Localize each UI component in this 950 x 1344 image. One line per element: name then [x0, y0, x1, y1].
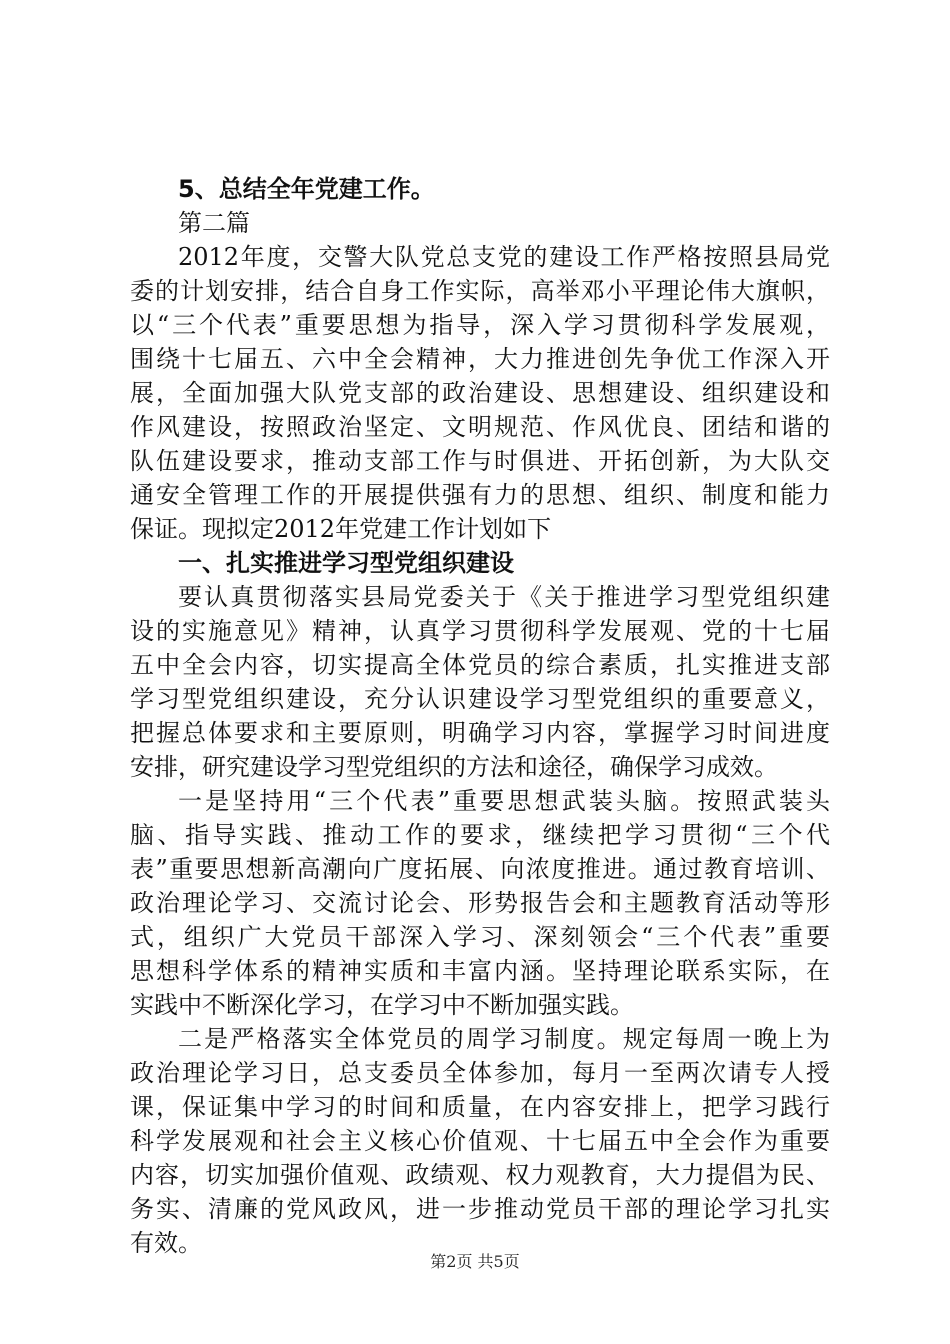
- item5-heading: 5、总结全年党建工作。: [178, 175, 435, 203]
- paragraph-line: 五中全会内容，切实提高全体党员的综合素质，扎实推进支部: [130, 651, 830, 679]
- learning-org-paragraph: [130, 580, 830, 784]
- paragraph-line: 有效。: [130, 1229, 202, 1257]
- page-footer: 第2页 共5页: [430, 1252, 520, 1271]
- paragraph-line: 通安全管理工作的开展提供强有力的思想、组织、制度和能力: [130, 481, 830, 509]
- paragraph-line: 二是严格落实全体党员的周学习制度。规定每周一晚上为: [178, 1025, 830, 1053]
- paragraph-line: 脑、指导实践、推动工作的要求，继续把学习贯彻“三个代: [130, 821, 830, 849]
- paragraph-line: 保证。现拟定2012年党建工作计划如下: [130, 515, 552, 543]
- three-represents-paragraph: [130, 784, 830, 1022]
- paragraph-line: 展，全面加强大队党支部的政治建设、思想建设、组织建设和: [130, 379, 830, 407]
- paragraph-line: 把握总体要求和主要原则，明确学习内容，掌握学习时间进度: [130, 719, 830, 747]
- document-body: [130, 172, 830, 1260]
- paragraph-line: 政治理论学习日，总支委员全体参加，每月一至两次请专人授: [130, 1059, 830, 1087]
- paragraph-line: 以“三个代表”重要思想为指导，深入学习贯彻科学发展观，: [130, 311, 830, 339]
- paragraph-line: 队伍建设要求，推动支部工作与时俱进、开拓创新，为大队交: [130, 447, 830, 475]
- section-label: 第二篇: [178, 209, 250, 237]
- intro-paragraph: [130, 240, 830, 546]
- paragraph-line: 安排，研究建设学习型党组织的方法和途径，确保学习成效。: [130, 753, 778, 781]
- paragraph-line: 科学发展观和社会主义核心价值观、十七届五中全会作为重要: [130, 1127, 830, 1155]
- paragraph-line: 一是坚持用“三个代表”重要思想武装头脑。按照武装头: [178, 787, 830, 815]
- paragraph-line: 2012年度，交警大队党总支党的建设工作严格按照县局党: [178, 243, 830, 271]
- paragraph-line: 实践中不断深化学习，在学习中不断加强实践。: [130, 991, 634, 1019]
- paragraph-line: 务实、清廉的党风政风，进一步推动党员干部的理论学习扎实: [130, 1195, 830, 1223]
- paragraph-line: 课，保证集中学习的时间和质量，在内容安排上，把学习践行: [130, 1093, 830, 1121]
- paragraph-line: 思想科学体系的精神实质和丰富内涵。坚持理论联系实际，在: [130, 957, 830, 985]
- paragraph-line: 政治理论学习、交流讨论会、形势报告会和主题教育活动等形: [130, 889, 830, 917]
- paragraph-line: 要认真贯彻落实县局党委关于《关于推进学习型党组织建: [178, 583, 830, 611]
- weekly-study-paragraph: [130, 1022, 830, 1260]
- paragraph-line: 委的计划安排，结合自身工作实际，高举邓小平理论伟大旗帜，: [130, 277, 830, 305]
- paragraph-line: 表”重要思想新高潮向广度拓展、向浓度推进。通过教育培训、: [130, 855, 830, 883]
- paragraph-line: 围绕十七届五、六中全会精神，大力推进创先争优工作深入开: [130, 345, 830, 373]
- section1-heading: 一、扎实推进学习型党组织建设: [178, 549, 514, 577]
- paragraph-line: 式，组织广大党员干部深入学习、深刻领会“三个代表”重要: [130, 923, 830, 951]
- paragraph-line: 内容，切实加强价值观、政绩观、权力观教育，大力提倡为民、: [130, 1161, 830, 1189]
- paragraph-line: 学习型党组织建设，充分认识建设学习型党组织的重要意义，: [130, 685, 830, 713]
- paragraph-line: 设的实施意见》精神，认真学习贯彻科学发展观、党的十七届: [130, 617, 830, 645]
- paragraph-line: 作风建设，按照政治坚定、文明规范、作风优良、团结和谐的: [130, 413, 830, 441]
